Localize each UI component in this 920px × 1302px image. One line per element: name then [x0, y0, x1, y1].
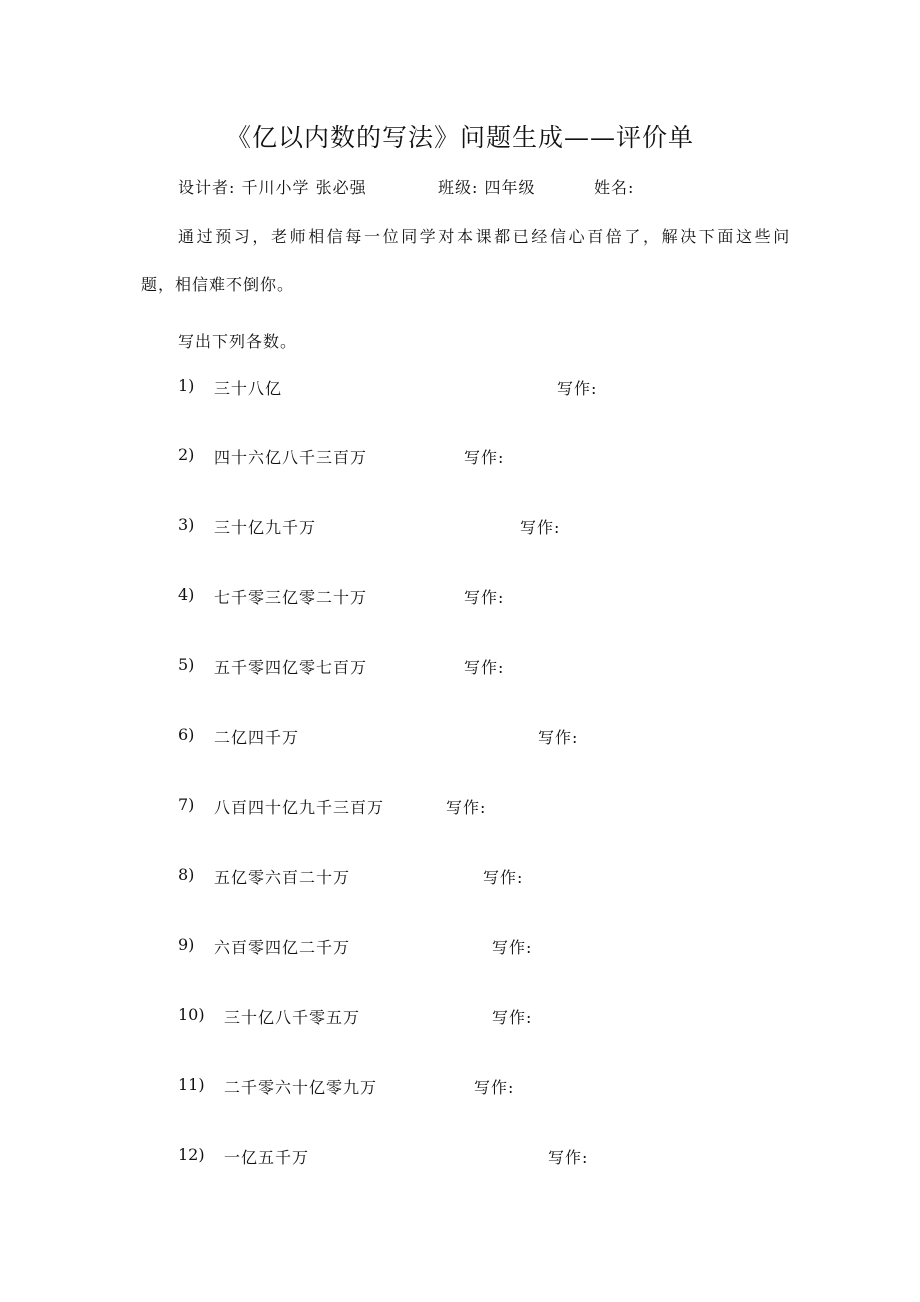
item-text: 四十六亿八千三百万: [214, 448, 368, 467]
write-label: 写作:: [464, 658, 505, 677]
item-text: 二亿四千万: [214, 728, 300, 747]
item-text: 三十八亿: [214, 379, 283, 398]
item-text: 五亿零六百二十万: [214, 868, 351, 887]
write-label: 写作:: [483, 868, 524, 887]
intro-line-2: 题，相信难不倒你。: [141, 275, 295, 294]
item-text: 二千零六十亿零九万: [224, 1078, 378, 1097]
write-label: 写作:: [548, 1148, 589, 1167]
item-number: 2): [178, 445, 195, 464]
item-number: 7): [178, 795, 195, 814]
designer-info: 设计者: 千川小学 张必强: [178, 178, 367, 197]
write-label: 写作:: [492, 1008, 533, 1027]
class-info: 班级: 四年级: [438, 178, 536, 197]
item-text: 三十亿九千万: [214, 518, 317, 537]
name-field-label: 姓名:: [594, 178, 635, 197]
item-text: 七千零三亿零二十万: [214, 588, 368, 607]
write-label: 写作:: [492, 938, 533, 957]
item-number: 5): [178, 655, 195, 674]
item-number: 12): [178, 1145, 205, 1164]
write-label: 写作:: [464, 588, 505, 607]
item-number: 6): [178, 725, 195, 744]
item-number: 4): [178, 585, 195, 604]
write-label: 写作:: [446, 798, 487, 817]
write-label: 写作:: [538, 728, 579, 747]
item-number: 8): [178, 865, 195, 884]
item-text: 三十亿八千零五万: [224, 1008, 361, 1027]
intro-line-1: 通过预习，老师相信每一位同学对本课都已经信心百倍了，解决下面这些问: [178, 227, 792, 246]
instruction: 写出下列各数。: [178, 332, 298, 351]
item-number: 9): [178, 935, 195, 954]
item-text: 八百四十亿九千三百万: [214, 798, 385, 817]
write-label: 写作:: [520, 518, 561, 537]
item-text: 五千零四亿零七百万: [214, 658, 368, 677]
write-label: 写作:: [464, 448, 505, 467]
item-number: 1): [178, 376, 195, 395]
item-text: 六百零四亿二千万: [214, 938, 351, 957]
item-number: 3): [178, 515, 195, 534]
item-text: 一亿五千万: [224, 1148, 310, 1167]
page-title: 《亿以内数的写法》问题生成——评价单: [225, 123, 694, 152]
item-number: 10): [178, 1005, 205, 1024]
write-label: 写作:: [474, 1078, 515, 1097]
write-label: 写作:: [557, 379, 598, 398]
item-number: 11): [178, 1075, 205, 1094]
